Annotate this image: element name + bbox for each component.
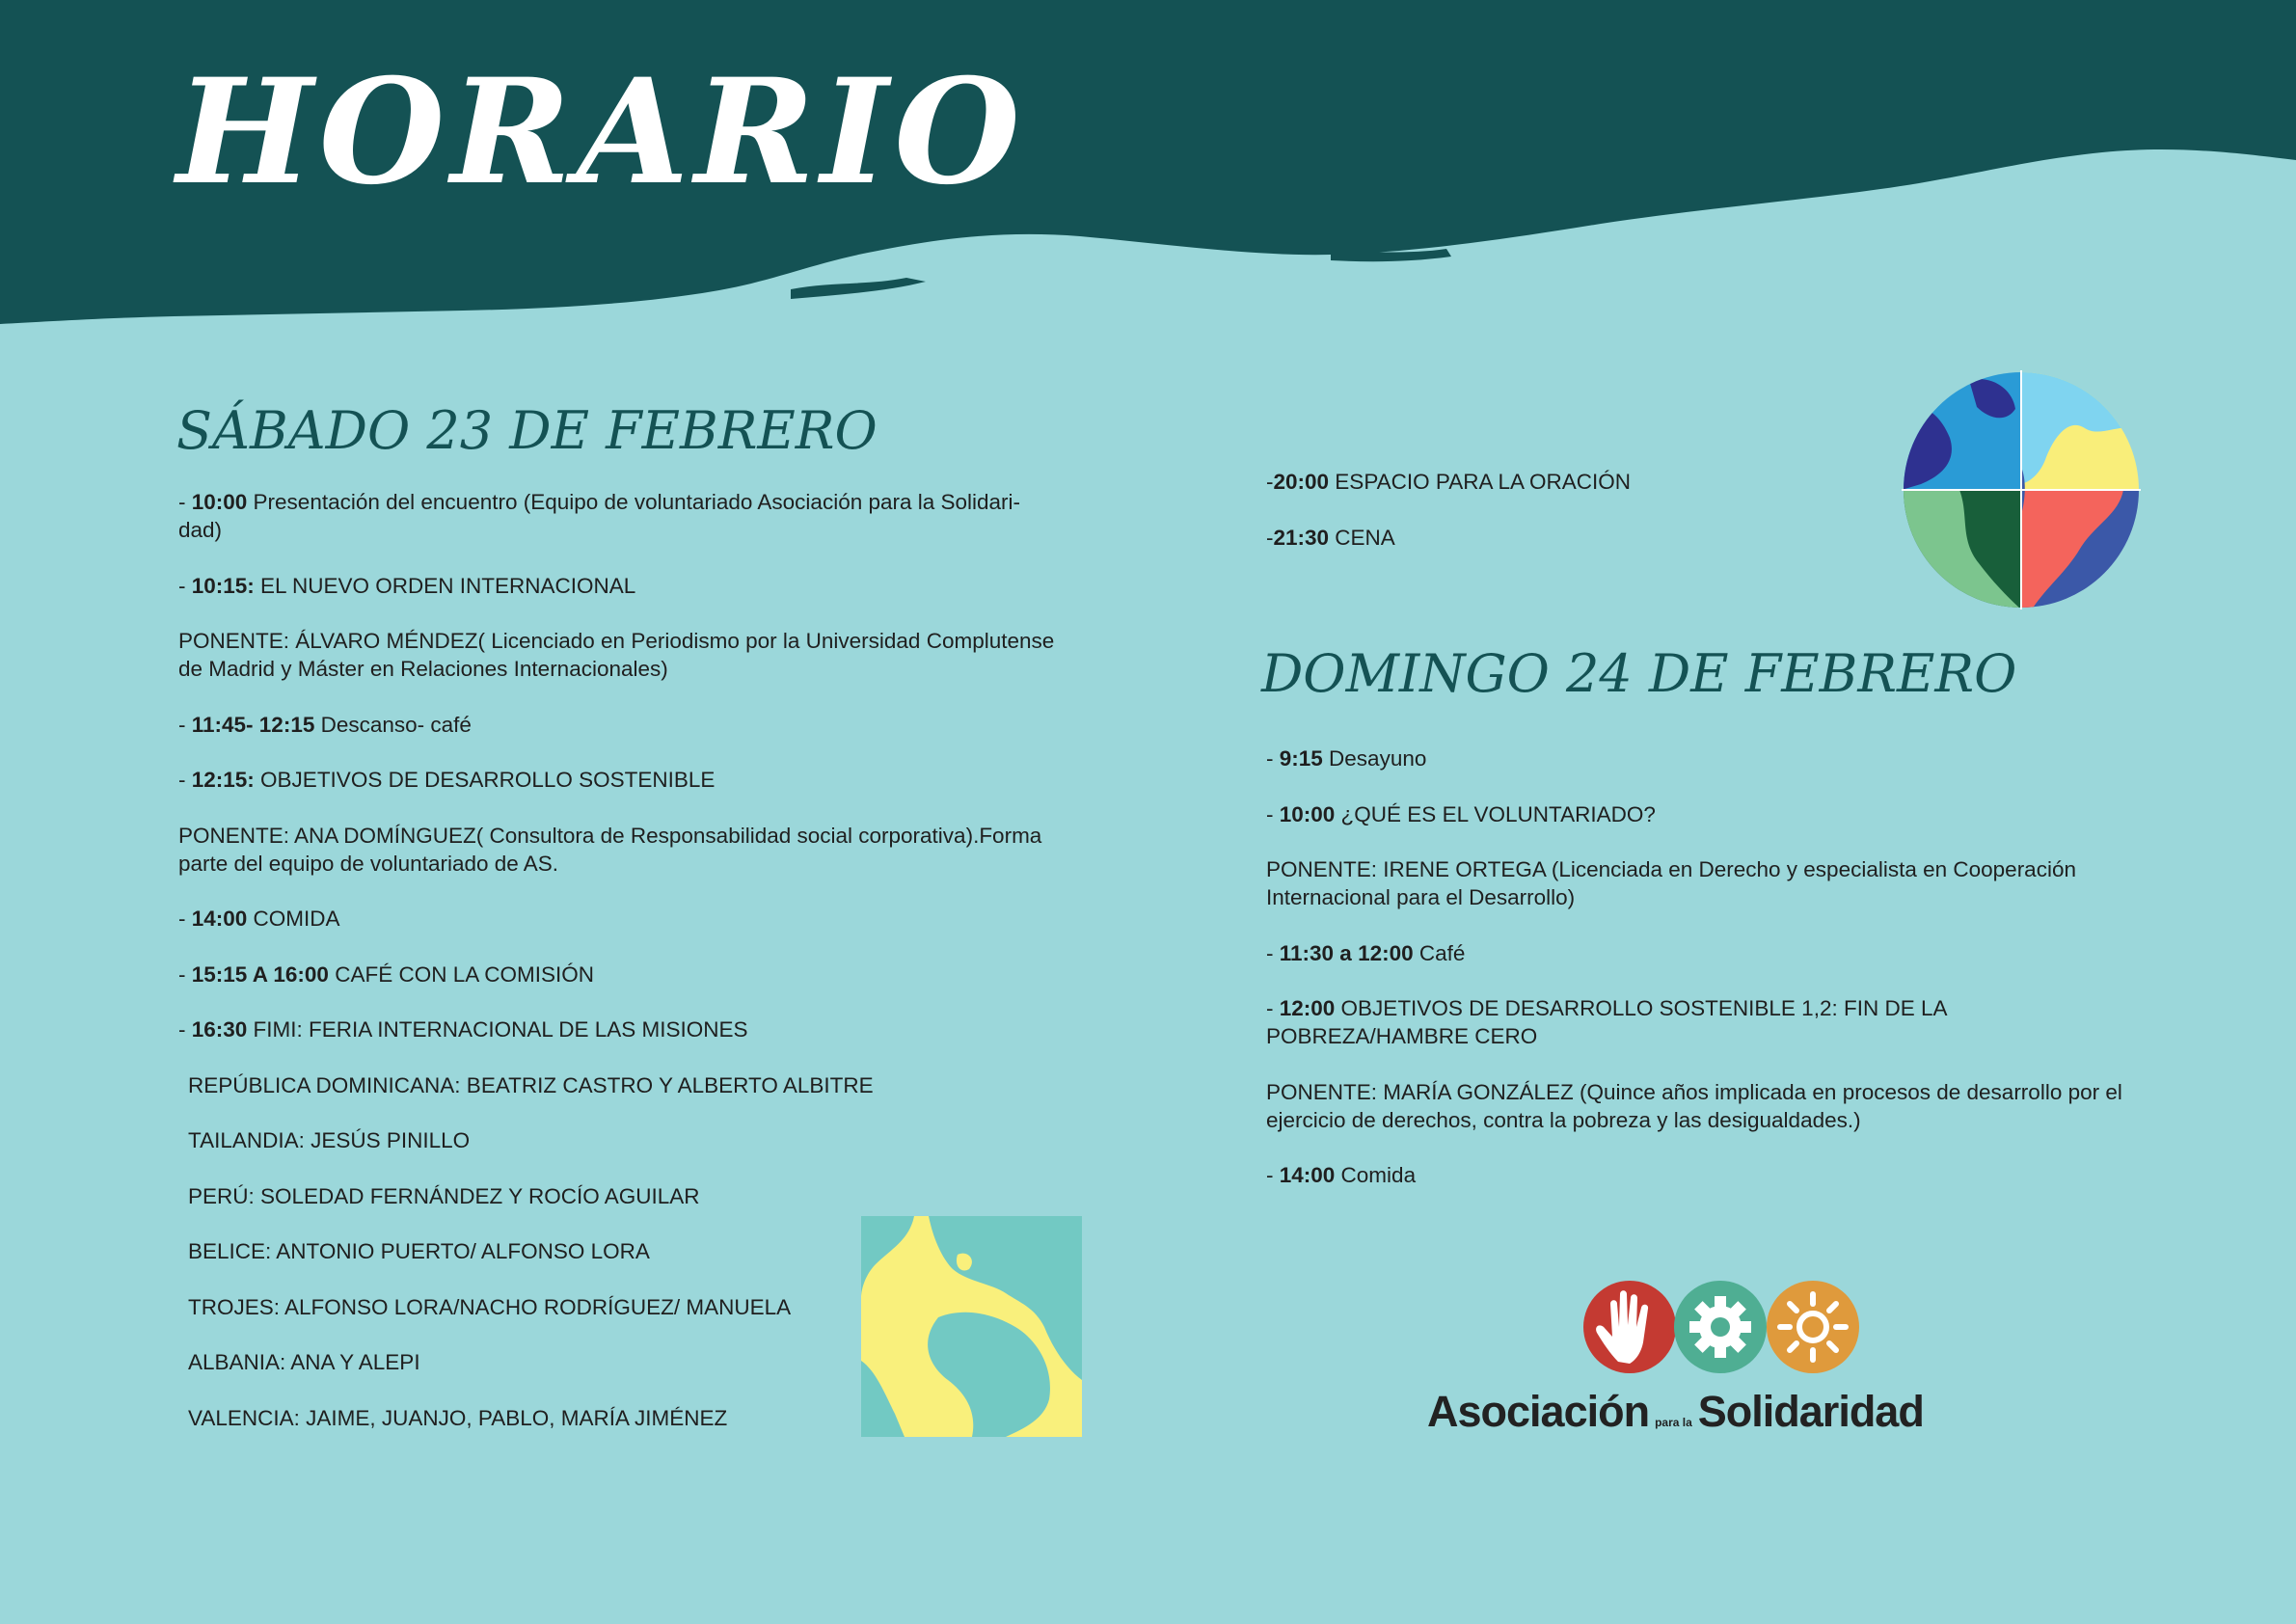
entry-time: 12:15: — [191, 768, 255, 792]
sunday-schedule — [1266, 744, 2134, 1217]
entry-text: ¿QUÉ ES EL VOLUNTARIADO? — [1335, 801, 1656, 826]
entry-text: ALBANIA: ANA Y ALEPI — [188, 1350, 420, 1374]
entry-text: CENA — [1329, 525, 1395, 550]
schedule-entry: - 10:00 Presentación del encuentro (Equipo de voluntariado Asociación para la Solidari-dad) — [178, 490, 1021, 542]
schedule-entry: - 10:00 ¿QUÉ ES EL VOLUNTARIADO? — [1266, 801, 1656, 826]
entry-text: PERÚ: SOLEDAD FERNÁNDEZ Y ROCÍO AGUILAR — [188, 1183, 700, 1208]
entry-text: Desayuno — [1322, 746, 1427, 771]
entry-time: 14:00 — [191, 907, 248, 931]
schedule-entry — [178, 627, 1056, 683]
entry-text: OBJETIVOS DE DESARROLLO SOSTENIBLE — [254, 768, 716, 792]
entry-text: Comida — [1335, 1163, 1417, 1187]
entry-text: ESPACIO PARA LA ORACIÓN — [1329, 470, 1632, 494]
hand-icon — [1583, 1281, 1676, 1373]
schedule-entry — [1266, 855, 2134, 911]
logo-icons — [1581, 1277, 1861, 1377]
logo-word-asociacion: Asociación — [1427, 1387, 1650, 1436]
entry-time: 11:30 a 12:00 — [1279, 940, 1414, 965]
schedule-entry: - 14:00 Comida — [1266, 1163, 1417, 1187]
entry-text: COMIDA — [247, 907, 340, 931]
entry-time: 10:00 — [1279, 801, 1336, 826]
schedule-entry: - 11:30 a 12:00 Café — [1266, 940, 1466, 965]
entry-text: Café — [1413, 940, 1466, 965]
schedule-entry: - 11:45- 12:15 Descanso- café — [178, 712, 472, 737]
organization-logo — [1427, 1273, 2011, 1437]
schedule-entry: - 14:00 COMIDA — [178, 907, 340, 931]
entry-text: Descanso- café — [314, 712, 472, 737]
entry-text: CAFÉ CON LA COMISIÓN — [328, 961, 594, 987]
logo-connector: para la — [1655, 1416, 1692, 1429]
entry-text: REPÚBLICA DOMINICANA: BEATRIZ CASTRO Y ALBERTO ALBITRE — [188, 1072, 874, 1097]
entry-text: VALENCIA: JAIME, JUANJO, PABLO, MARÍA JIMÉNEZ — [188, 1405, 728, 1430]
schedule-entry: - 9:15 Desayuno — [1266, 746, 1427, 771]
entry-time: 11:45- 12:15 — [191, 712, 315, 737]
schedule-entry: - 16:30 FIMI: FERIA INTERNACIONAL DE LAS MISIONES — [178, 1017, 748, 1042]
schedule-entry — [1266, 1078, 2134, 1134]
logo-wordmark — [1427, 1387, 2011, 1437]
entry-text: PONENTE: IRENE ORTEGA (Licenciada en Derecho y especialista en Cooperación Internacional para el Desarrollo) — [1266, 857, 2076, 909]
entry-text: FIMI: FERIA INTERNACIONAL DE LAS MISIONES — [247, 1017, 748, 1042]
entry-text: OBJETIVOS DE DESARROLLO SOSTENIBLE 1,2: FIN DE LA POBREZA/HAMBRE CERO — [1266, 996, 1947, 1048]
world-map-tile-icon — [861, 1216, 1082, 1437]
schedule-entry: - 10:15: EL NUEVO ORDEN INTERNACIONAL — [178, 573, 636, 598]
entry-time: 16:30 — [191, 1017, 248, 1042]
entry-time: 14:00 — [1279, 1163, 1336, 1187]
entry-time: 10:00 — [191, 490, 248, 514]
entry-text: PONENTE: MARÍA GONZÁLEZ (Quince años implicada en procesos de desarrollo por el ejercicio de derechos, contra la pobreza y las desigualdades.) — [1266, 1079, 2122, 1132]
schedule-entry — [178, 1182, 1056, 1210]
sunday-title: DOMINGO 24 DE FEBRERO — [1261, 643, 2017, 704]
logo-word-solidaridad: Solidaridad — [1697, 1387, 1924, 1436]
schedule-entry — [178, 822, 1056, 878]
entry-text: Presentación del encuentro (Equipo de voluntariado Asociación para la Solidari-dad) — [178, 490, 1021, 542]
entry-time: 12:00 — [1279, 996, 1336, 1020]
schedule-entry: - 12:00 OBJETIVOS DE DESARROLLO SOSTENIBLE 1,2: FIN DE LA POBREZA/HAMBRE CERO — [1266, 996, 1947, 1048]
schedule-entry: - 15:15 A 16:00 CAFÉ CON LA COMISIÓN — [178, 961, 594, 987]
entry-text: BELICE: ANTONIO PUERTO/ ALFONSO LORA — [188, 1239, 650, 1263]
sun-icon — [1767, 1281, 1859, 1373]
schedule-entry: -21:30 CENA — [1266, 525, 1395, 550]
entry-text: EL NUEVO ORDEN INTERNACIONAL — [254, 573, 636, 598]
entry-text: TAILANDIA: JESÚS PINILLO — [188, 1128, 471, 1152]
entry-text: PONENTE: ÁLVARO MÉNDEZ( Licenciado en Periodismo por la Universidad Complutense de Madrid y Máster en Relaciones Internacionales) — [178, 629, 1055, 681]
world-globe-icon — [1902, 370, 2141, 609]
entry-text: PONENTE: ANA DOMÍNGUEZ( Consultora de Responsabilidad social corporativa).Forma parte del equipo de voluntariado de AS. — [178, 823, 1042, 876]
schedule-entry — [178, 1126, 1056, 1154]
schedule-entry: - 12:15: OBJETIVOS DE DESARROLLO SOSTENIBLE — [178, 768, 716, 792]
entry-time: 21:30 — [1273, 525, 1330, 550]
entry-time: 9:15 — [1279, 746, 1323, 771]
schedule-entry: -20:00 ESPACIO PARA LA ORACIÓN — [1266, 470, 1632, 494]
schedule-entry — [178, 1071, 1056, 1099]
entry-time: 15:15 A 16:00 — [191, 961, 329, 987]
saturday-title: SÁBADO 23 DE FEBRERO — [176, 400, 878, 461]
page-title: HORARIO — [176, 47, 1026, 217]
entry-time: 10:15: — [191, 573, 255, 598]
saturday-evening-schedule — [1266, 468, 1845, 579]
entry-text: TROJES: ALFONSO LORA/NACHO RODRÍGUEZ/ MANUELA — [188, 1294, 792, 1319]
gear-icon — [1674, 1281, 1767, 1373]
entry-time: 20:00 — [1273, 470, 1330, 494]
